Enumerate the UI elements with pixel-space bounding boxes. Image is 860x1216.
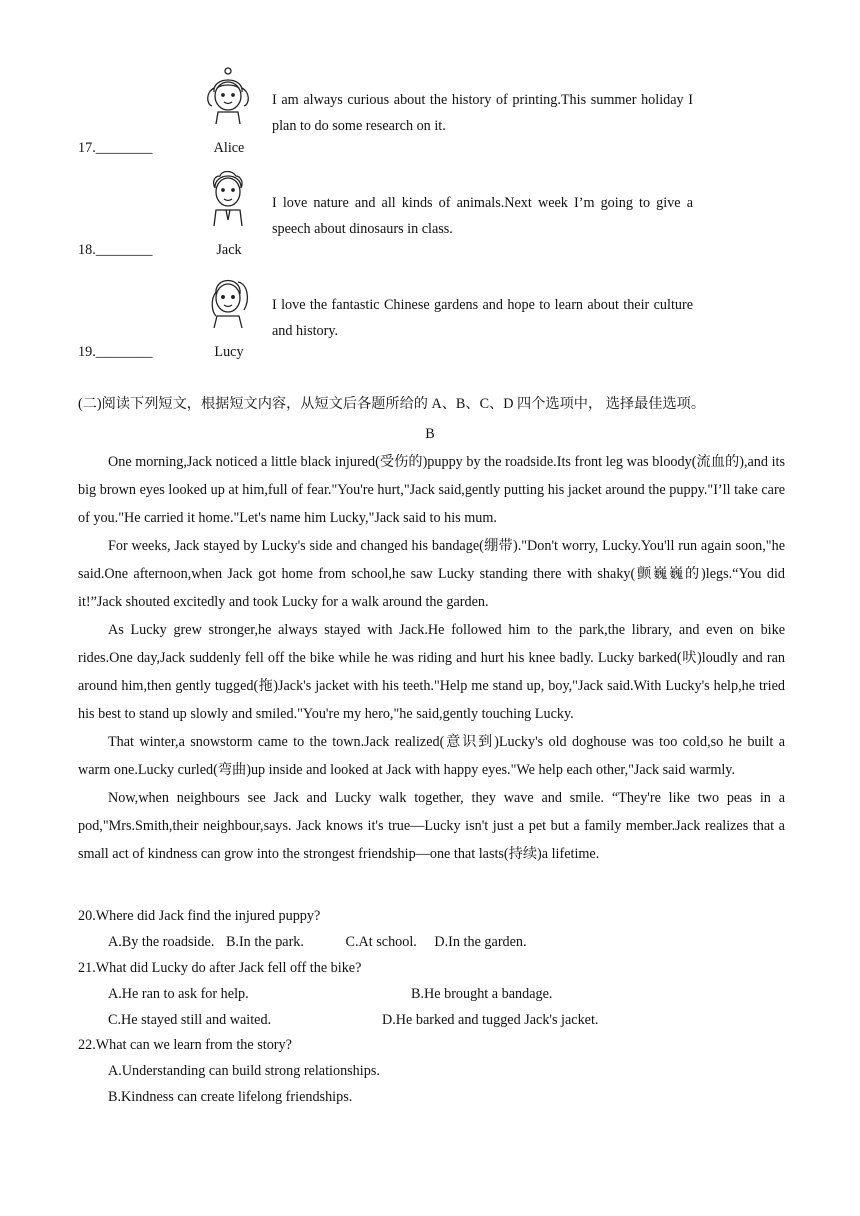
options-row [78,929,785,955]
question-20 [78,903,785,955]
paragraph: That winter,a snowstorm came to the town.Jack realized(意识到)Lucky's old doghouse was too cold,so he built a warm one.Lucky curled(弯曲)up inside and looked at Jack with happy eyes."We help each other,"Jack said warmly. [78,734,785,778]
option-b[interactable]: B.Kindness can create lifelong friendships. [108,1089,353,1105]
option-a[interactable]: A.He ran to ask for help. [108,986,249,1002]
girl-with-pigtails-icon [200,66,256,126]
girl-with-ponytail-icon [200,270,256,330]
question-22 [78,1032,785,1110]
alice-quote: I am always curious about the history of printing.This summer holiday I plan to do some research on it. [272,92,693,134]
options-row [78,1007,785,1033]
paragraph: As Lucky grew stronger,he always stayed with Jack.He followed him to the park,the library, and even on bike rides.One day,Jack suddenly fell off the bike while he was riding and hurt his knee badly. Lucky barked(吠)loudly and ran around him,then gently tugged(拖)Jack's jacket with his teeth."Help me stand up, boy,"Jack said.With Lucky's help,he tried his best to stand up slowly and smiled."You're my hero,"he said,gently touching Lucky. [78,622,785,722]
reading-passage [78,448,785,868]
answer-blank-19: 19.________ [78,344,153,360]
lucy-quote: I love the fantastic Chinese gardens and hope to learn about their culture and history. [272,297,693,339]
option-d[interactable]: D.He barked and tugged Jack's jacket. [382,1012,599,1028]
question-stem: 22.What can we learn from the story? [78,1037,292,1053]
answer-blank-18: 18.________ [78,242,153,258]
option-d[interactable]: D.In the garden. [434,934,527,950]
section-instructions: (二)阅读下列短文，根据短文内容，从短文后各题所给的 A、B、C、D 四个选项中， 选择最佳选项。 [78,396,706,412]
question-stem: 20.Where did Jack find the injured puppy? [78,908,321,924]
question-stem: 21.What did Lucky do after Jack fell off the bike? [78,960,362,976]
paragraph: For weeks, Jack stayed by Lucky's side and changed his bandage(绷带)."Don't worry, Lucky.You'll run again soon,"he said.One afternoon,when Jack got home from school,he saw Lucky standing there with shaky(颤巍巍的)legs.“You did it!”Jack shouted excitedly and took Lucky for a walk around the garden. [78,538,785,610]
option-a[interactable]: A.By the roadside. [108,934,215,950]
option-c[interactable]: C.He stayed still and waited. [108,1012,272,1028]
option-b[interactable]: B.He brought a bandage. [411,986,553,1002]
paragraph: One morning,Jack noticed a little black injured(受伤的)puppy by the roadside.Its front leg was bloody(流血的),and its big brown eyes looked up at him,full of fear."You're hurt,"Jack said,gently putting his jacket around the puppy."I’ll take care of you."He carried it home."Let's name him Lucky,"Jack said to his mum. [78,454,785,526]
speaker-name-alice: Alice [213,140,245,156]
passage-label: B [425,426,435,442]
option-b[interactable]: B.In the park. [225,934,304,950]
speaker-name-jack: Jack [216,242,242,258]
boy-with-tie-icon [200,168,256,228]
option-c[interactable]: C.At school. [345,934,417,950]
answer-blank-17: 17.________ [78,140,153,156]
option-a[interactable]: A.Understanding can build strong relationships. [108,1063,380,1079]
speaker-name-lucy: Lucy [214,344,244,360]
paragraph: Now,when neighbours see Jack and Lucky walk together, they wave and smile. “They're like two peas in a pod,"Mrs.Smith,their neighbour,says. Jack knows it's true—Lucky isn't just a pet but a family member.Jack realizes that a small act of kindness can grow into the strongest friendship—one that lasts(持续)a lifetime. [78,790,785,862]
options-row [78,981,785,1007]
question-21 [78,955,785,1033]
jack-quote: I love nature and all kinds of animals.Next week I’m going to give a speech about dinosaurs in class. [272,195,693,237]
